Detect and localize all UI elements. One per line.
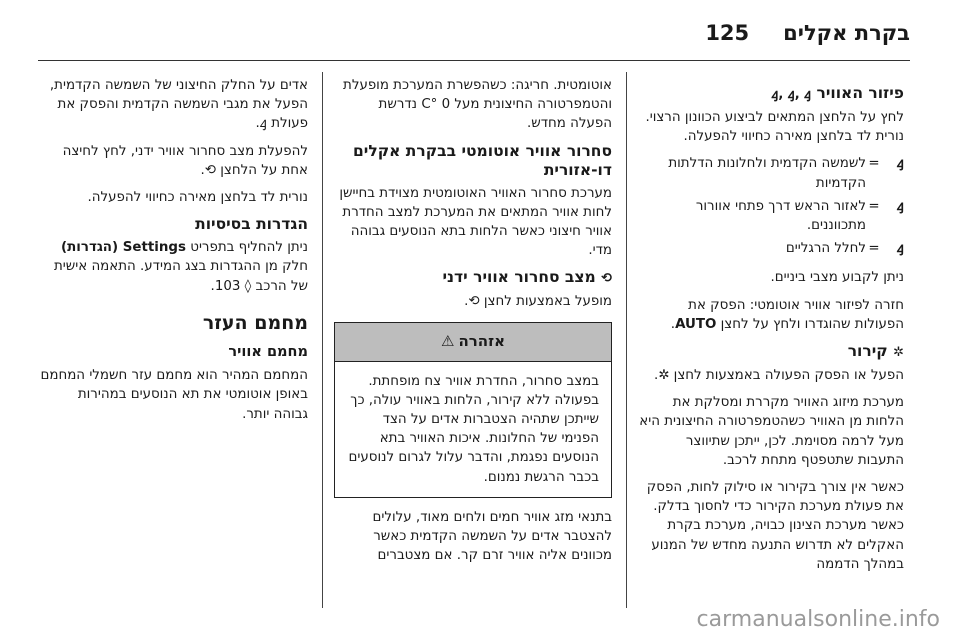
paragraph-cooling-2: מערכת מיזוג האוויר מקררת ומסלקת את הלחות מן האוויר כשהטמפרטורה החיצונית היא מעל לרמה מסוימת. לכן, ייתכן שתיווצר התעבות שתטפטף מתחת לרכב. [639,395,904,468]
paragraph-led: נורית לד בלחצן מאירה כחיווי להפעלה. [87,190,308,206]
recirculation-icon: ⟲ [601,271,612,287]
paragraph-cooling-1: הפעל או הפסק הפעולה באמצעות לחצן ✲. [653,368,904,384]
paragraph-settings: ניתן להחליף בתפריט Settings (הגדרות) חלק מן ההגדרות בצג המידע. התאמה אישית של הרכב ◊ 103. [53,240,308,294]
footwell-vent-icon: ꜭ [896,241,904,257]
snowflake-icon: ✲ [893,345,904,361]
heading-basic-settings: הגדרות בסיסיות [195,215,308,234]
column-divider-left [322,72,323,608]
paragraph-fog-continued: אדים על החלק החיצוני של השמשה הקדמית, הפעל את מגבי השמשה הקדמית והפסק את פעולת ꜭ. [49,78,308,132]
heading-cooling: ✲ קירור [847,342,904,361]
paragraph-manual-recirculation: מופעל באמצעות לחצן ⟲. [464,294,612,310]
air-distribution-list [636,154,904,258]
list-item: ꜭ = לשמשה הקדמית ולחלונות הדלתות הקדמיות [636,154,904,192]
paragraph-intermediate: ניתן לקבוע מצבי ביניים. [770,270,904,286]
page-header [38,18,910,48]
watermark: carmanualsonline.info [696,607,940,632]
heading-auto-recirculation: סחרור אוויר אוטומטי בבקרת אקלים דו-אזורית [352,141,612,179]
paragraph-continued: אוטומטית. חריגה: כשהפשרת המערכת מופעלת והטמפרטורה החיצונית מעל 0 °C נדרשת הפעלה מחדש. [343,78,612,132]
windscreen-vent-icon: ꜭ [896,156,904,172]
page-number: 125 [705,21,750,45]
heading-air-distribution: פיזור האוויר ꜭ, ꜭ, ꜭ [771,84,904,102]
paragraph-air-heater: המחמם המהיר הוא מחמם עזר חשמלי המחמם באופן אוטומטי את תא הנוסעים במהירות גבוהה יותר. [40,368,308,422]
settings-menu-label: Settings (הגדרות) [61,240,186,256]
column-middle [334,76,612,573]
column-right [636,76,904,582]
air-distribution-icons: ꜭ, ꜭ, ꜭ [771,87,812,102]
warning-body: במצב סחרור, החדרת אוויר צח מופחתת. בפעולה ללא קירור, הלחות באוויר עולה, כך שייתכן שתהיה הצטברות אדים על הצד הפנימי של החלונות. איכות האוויר בתא הנוסעים נפגמת, והדבר עלול לגרום לנוסעים בכבר הרגשת נמנום. [348,373,599,485]
heading-manual-recirculation: ⟲ מצב סחרור אוויר ידני [442,268,612,287]
column-divider-right [626,72,627,608]
paragraph-auto-recirculation: מערכת סחרור האוויר האוטומטית מצוידת בחיישן לחות אוויר המתאים את המערכת למצב החדרת אוויר חיצוני כאשר הלחות בתא הנוסעים גבוהה מדי. [339,185,612,259]
warning-header [335,323,611,362]
paragraph-air-distribution: לחץ על הלחצן המתאים לביצוע הכוונון הרצוי. נורית לד בלחצן מאירה כחיווי להפעלה. [645,110,904,145]
warning-box [334,322,612,498]
list-item: ꜭ = לאזור הראש דרך פתחי אוורור מתכווננים. [636,197,904,235]
section-title: בקרת אקלים [783,21,910,45]
header-rule [38,60,910,61]
column-left [40,76,308,432]
head-vent-icon: ꜭ [896,198,904,214]
heading-auxiliary-heater: מחמם העזר [202,311,308,334]
heading-air-heater: מחמם אוויר [228,344,308,361]
list-item: ꜭ = לחלל הרגליים [636,239,904,258]
paragraph-cooling-3: כאשר אין צורך בקירור או סילוק לחות, הפסק את פעולת מערכת הקירור כדי לחסוך בדלק. כאשר מערכת הצינון כבויה, מערכת בקרת האקלים לא תדרוש התנעה מחדש של המנוע במהלך הדממה [646,480,904,572]
paragraph-humid-conditions: בתנאי מזג אוויר חמים ולחים מאוד, עלולים להצטבר אדים על השמשה הקדמית כאשר מכוונים אליה אוויר זרם קר. אם מצטברים [372,509,612,564]
paragraph-manual-activation: להפעלת מצב סחרור אוויר ידני, לחץ לחיצה אחת על הלחצן ⟲. [62,143,308,178]
paragraph-auto-return: חזרה לפיזור אוויר אוטומטי: הפסק את הפעולות שהוגדרו ולחץ על לחצן AUTO. [670,297,904,332]
auto-button-label: AUTO [675,316,717,332]
warning-triangle-icon: ⚠ [440,332,455,351]
warning-title: אזהרה [458,332,506,351]
